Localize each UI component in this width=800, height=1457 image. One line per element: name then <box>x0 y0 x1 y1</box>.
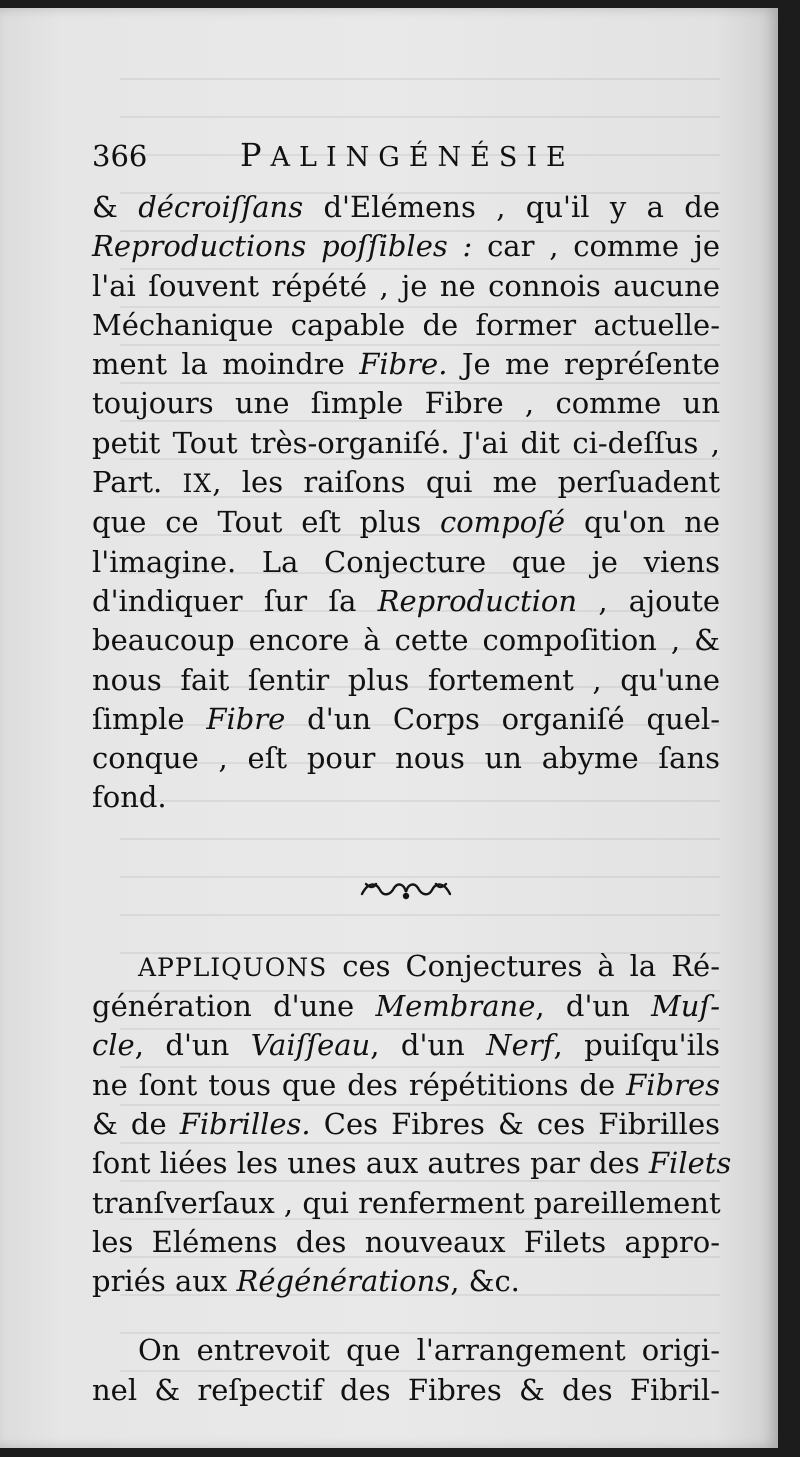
text-line: l'imagine. La Conjecture que je viens <box>92 544 720 579</box>
text-line: Reproductions poſſibles : car , comme je <box>92 229 721 264</box>
text-line: On entrevoit que l'arrangement origi- <box>138 1333 720 1368</box>
text-line: cle, d'un Vaiſſeau, d'un Nerf, puiſqu'ils <box>92 1028 721 1063</box>
text-line: Méchanique capable de former actuelle- <box>92 307 720 342</box>
text-line: priés aux Régénérations, &c. <box>92 1264 520 1299</box>
running-title <box>240 136 575 177</box>
text-line: l'ai ſouvent répété , je ne connois aucune <box>92 268 720 303</box>
running-title-initial: P <box>240 136 271 174</box>
page-number: 366 <box>92 139 148 173</box>
text-line: & décroiſſans d'Elémens , qu'il y a de <box>92 190 721 224</box>
running-title-rest: ALINGÉNÉSIE <box>270 142 575 173</box>
paragraph-1 <box>92 188 720 818</box>
text-line: & de Fibrilles. Ces Fibres & ces Fibrilles <box>92 1106 720 1141</box>
text-line: ment la moindre Fibre. Je me repréſente <box>92 347 721 382</box>
book-page <box>0 8 778 1448</box>
text-line: tranſverſaux , qui renferment pareillement <box>92 1185 721 1220</box>
text-line: fond. <box>92 780 167 815</box>
paragraph-gap <box>92 1301 720 1331</box>
text-line: génération d'une Membrane, d'un Muſ- <box>92 989 721 1024</box>
text-line: que ce Tout eſt plus compoſé qu'on ne <box>92 505 721 540</box>
text-line: les Elémens des nouveaux Filets appro- <box>92 1224 720 1259</box>
text-line: ne ſont tous que des répétitions de Fibres <box>92 1067 721 1102</box>
text-line: ſont liées les unes aux autres par des Filets <box>92 1146 732 1181</box>
text-line: nel & reſpectif des Fibres & des Fibril- <box>92 1372 720 1407</box>
paragraph-2 <box>92 947 732 1302</box>
text-line: ſimple Fibre d'un Corps organiſé quel- <box>92 701 720 736</box>
text-line: beaucoup encore à cette compoſition , & <box>92 623 720 658</box>
text-line: Part. IX, les raiſons qui me perſuadent <box>92 465 720 500</box>
text-line: petit Tout très-organiſé. J'ai dit ci-deſſus , <box>92 425 720 460</box>
page-text-block <box>92 136 732 1410</box>
text-line: APPLIQUONS ces Conjectures à la Ré- <box>138 948 720 983</box>
fleuron-ornament <box>92 832 720 947</box>
running-header <box>92 136 720 188</box>
text-line: nous fait ſentir plus fortement , qu'une <box>92 662 720 697</box>
text-line: conque , eſt pour nous un abyme ſans <box>92 741 720 776</box>
paragraph-3 <box>92 1331 720 1410</box>
text-line: d'indiquer ſur ſa Reproduction , ajoute <box>92 583 721 618</box>
fleuron-icon <box>358 874 454 904</box>
text-line: toujours une ſimple Fibre , comme un <box>92 386 720 421</box>
